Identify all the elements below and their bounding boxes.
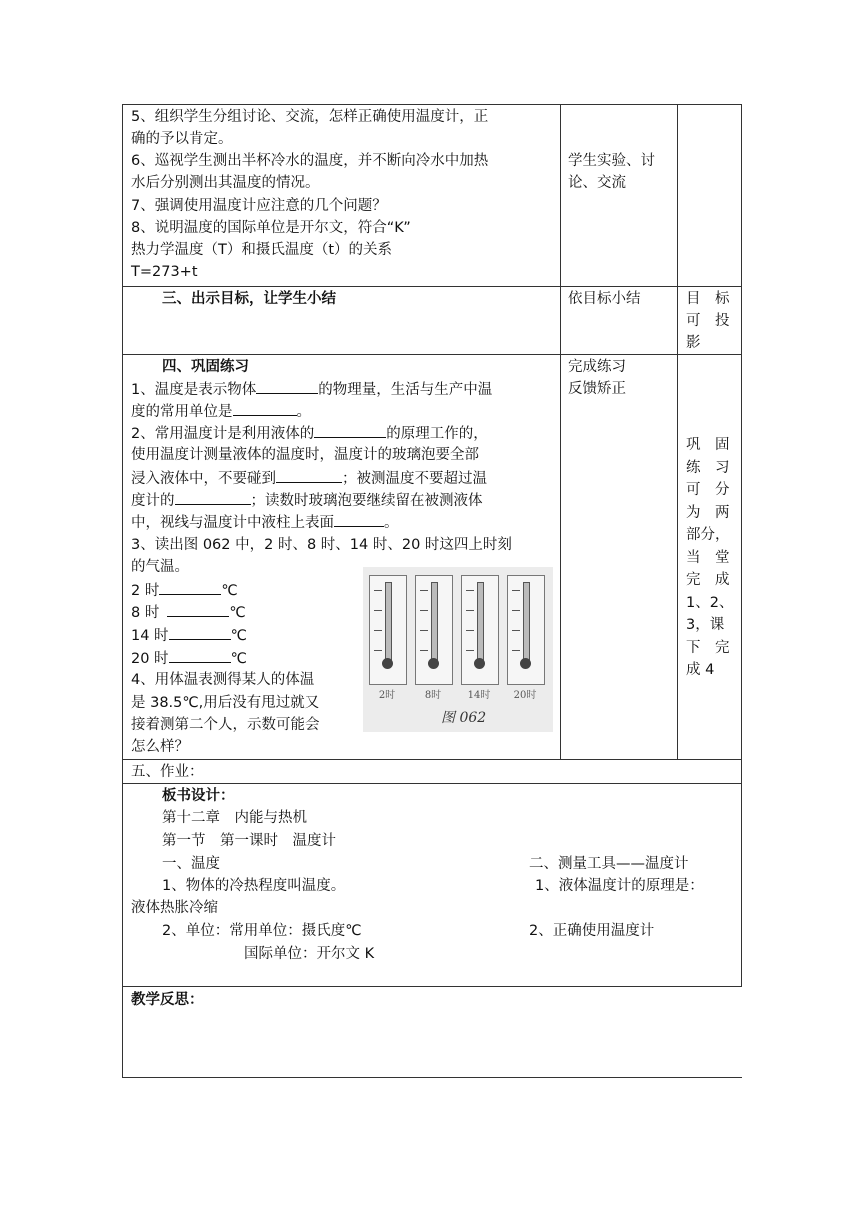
q3-blank-2h[interactable] (159, 580, 221, 595)
q1-line-2 (131, 401, 311, 422)
q2-line-3 (131, 468, 487, 489)
row3-note-line: 完 成 (686, 572, 730, 588)
figure-caption: 2时 (378, 690, 396, 701)
q1-text: 。 (296, 404, 311, 420)
q4-line: 接着测第二个人，示数可能会 (131, 717, 320, 733)
row2-note-line: 可 投 (686, 313, 730, 329)
q1-text: 度的常用单位是 (131, 404, 233, 420)
board-chapter: 第十二章 内能与热机 (162, 810, 307, 826)
q3-time-label: 2 时 (131, 583, 160, 599)
q3-blank-14h[interactable] (169, 625, 231, 640)
q3-time-row (131, 602, 246, 623)
row1-line: 7、强调使用温度计应注意的几个问题？ (131, 198, 387, 214)
q2-text: ；读数时玻璃泡要继续留在被测液体 (250, 493, 483, 509)
q3-blank-8h[interactable] (167, 602, 229, 617)
q1-blank-2[interactable] (233, 401, 297, 416)
q3-time-row (131, 648, 247, 669)
row3-student-activity: 完成练习 (568, 359, 626, 375)
board-left-item: 液体热胀冷缩 (131, 900, 218, 916)
row3-note-line: 当 堂 (686, 549, 730, 566)
celsius-unit: ℃ (229, 605, 246, 621)
figure-label: 图 062 (441, 710, 487, 726)
figure-caption: 8时 (424, 690, 442, 701)
q2-blank-1[interactable] (314, 423, 386, 438)
row1-student-activity: 论、交流 (568, 175, 626, 191)
row2-student-activity: 依目标小结 (568, 291, 641, 307)
row-divider-1 (122, 286, 742, 287)
board-right-item: 2、正确使用温度计 (529, 923, 655, 939)
celsius-unit: ℃ (230, 628, 247, 644)
q3-blank-20h[interactable] (169, 648, 231, 663)
row3-note-line: 1、2、 (686, 594, 734, 611)
q2-blank-4[interactable] (334, 512, 384, 527)
board-right-item: 1、液体温度计的原理是： (535, 878, 704, 894)
row3-note (686, 434, 734, 682)
q3-time-row (131, 625, 247, 646)
q2-text: 的原理工作的， (386, 426, 488, 442)
figure-caption: 14时 (467, 690, 491, 701)
q2-line-1 (131, 423, 488, 444)
q3-line: 的气温。 (131, 559, 189, 575)
q4-line: 是 38.5℃,用后没有甩过就又 (131, 695, 320, 711)
row3-note-line: 练 习 (686, 459, 730, 476)
row2-note-line: 目 标 (686, 291, 730, 307)
table-border-bottom (122, 1077, 742, 1078)
q1-text: 的物理量，生活与生产中温 (318, 382, 493, 398)
board-section: 第一节 第一课时 温度计 (162, 833, 336, 849)
row2-note-line: 影 (686, 335, 701, 351)
q3-time-label: 20 时 (131, 651, 169, 667)
board-left-item: 一、温度 (162, 856, 220, 872)
col-divider-2 (677, 104, 678, 759)
row1-line: 确的予以肯定。 (131, 131, 233, 147)
row1-line: 6、巡视学生测出半杯冷水的温度，并不断向冷水中加热 (131, 153, 489, 169)
row3-note-line: 成 4 (686, 662, 715, 678)
q2-text: 浸入液体中，不要碰到 (131, 471, 276, 487)
q2-text: 2、常用温度计是利用液体的 (131, 426, 315, 442)
board-left-item: 国际单位：开尔文 K (244, 946, 375, 962)
q2-text: ；被测温度不要超过温 (342, 471, 487, 487)
q1-text: 1、温度是表示物体 (131, 382, 257, 398)
board-left-item: 1、物体的冷热程度叫温度。 (162, 878, 346, 894)
homework-heading: 五、作业： (131, 764, 204, 780)
figure-caption: 20时 (513, 690, 537, 701)
celsius-unit: ℃ (230, 651, 247, 667)
q1-line-1 (131, 379, 492, 400)
thermometer-14h (461, 575, 499, 685)
row-divider-4 (122, 783, 742, 784)
q2-blank-3[interactable] (175, 490, 251, 505)
row1-line: 热力学温度（T）和摄氏温度（t）的关系 (131, 242, 393, 258)
row3-note-line: 可 分 (686, 482, 730, 498)
row3-note-line: 为 两 (686, 504, 730, 521)
q2-blank-2[interactable] (276, 468, 342, 483)
q2-line-4 (131, 490, 483, 511)
row3-note-line: 3，课 (686, 617, 725, 633)
q3-time-label: 14 时 (131, 628, 169, 644)
row2-heading: 三、出示目标，让学生小结 (162, 291, 336, 307)
col-divider-1 (560, 104, 561, 759)
row1-line: 5、组织学生分组讨论、交流，怎样正确使用温度计，正 (131, 109, 489, 125)
row3-note-line: 下 完 (686, 639, 730, 656)
q2-text: 。 (384, 515, 399, 531)
row1-line: 8、说明温度的国际单位是开尔文，符合“K” (131, 220, 411, 236)
q3-time-row (131, 580, 238, 601)
q4-line: 怎么样？ (131, 739, 189, 755)
board-right-item: 二、测量工具——温度计 (529, 856, 689, 872)
q2-text: 中，视线与温度计中液柱上表面 (131, 515, 334, 531)
table-border-top (122, 104, 742, 105)
table-border-right (741, 104, 742, 986)
row-divider-5 (122, 986, 742, 987)
q2-line-2: 使用温度计测量液体的温度时，温度计的玻璃泡要全部 (131, 447, 479, 463)
q3-time-label: 8 时 (131, 605, 160, 621)
q2-text: 度计的 (131, 493, 175, 509)
q1-blank-1[interactable] (256, 379, 318, 394)
celsius-unit: ℃ (221, 583, 238, 599)
q4-line: 4、用体温表测得某人的体温 (131, 672, 315, 688)
thermometer-20h (507, 575, 545, 685)
board-left-item: 2、单位：常用单位：摄氏度℃ (162, 923, 362, 939)
row-divider-2 (122, 354, 742, 355)
row3-note-line: 巩 固 (686, 437, 730, 453)
thermometer-2h (369, 575, 407, 685)
row1-line: 水后分别测出其温度的情况。 (131, 175, 320, 191)
row1-student-activity: 学生实验、讨 (568, 153, 655, 169)
board-title: 板书设计： (162, 788, 235, 804)
thermometer-figure-062 (363, 567, 553, 732)
row1-line: T=273+t (131, 264, 198, 280)
row-divider-3 (122, 759, 742, 760)
row2-note (686, 288, 734, 354)
table-border-left (122, 104, 123, 1077)
reflection-heading: 教学反思： (131, 992, 204, 1008)
row3-student-activity: 反馈矫正 (568, 381, 626, 397)
row3-note-line: 部分， (686, 527, 730, 543)
q2-line-5 (131, 512, 399, 533)
thermometer-8h (415, 575, 453, 685)
row3-heading: 四、巩固练习 (162, 359, 249, 375)
q3-line: 3、读出图 062 中，2 时、8 时、14 时、20 时这四上时刻 (131, 537, 512, 553)
